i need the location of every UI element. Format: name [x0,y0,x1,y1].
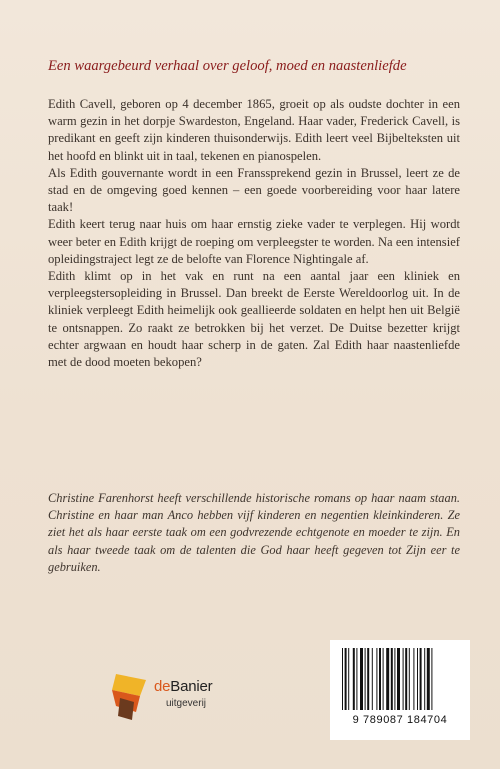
publisher-name [154,678,212,695]
publisher-name-main: Banier [170,678,213,695]
barcode [330,640,470,740]
blurb-paragraph: Edith keert terug naar huis om haar ernstig zieke vader te verplegen. Hij wordt weer beter en Edith krijgt de roeping om verpleegster te worden. Na een intensief opleidingstraject legt ze de belofte van Florence Nightingale af. [48,217,460,266]
publisher-subtitle: uitgeverij [166,698,207,709]
banner-flag-icon [110,668,160,728]
tagline: Een waargebeurd verhaal over geloof, moed en naastenliefde [48,58,407,74]
publisher-logo [110,668,230,728]
barcode-bars [340,648,460,712]
blurb [48,96,460,371]
author-bio [48,490,460,576]
publisher-name-prefix: de [154,678,171,695]
isbn-number: 9 789087 184704 [352,714,448,726]
blurb-paragraph: Edith Cavell, geboren op 4 december 1865, groeit op als oudste dochter in een warm gezin in het dorpje Swardeston, Engeland. Haar vader, Frederick Cavell, is predikant en geeft zijn kinderen thuisonderwijs. Edith leert veel Bijbelteksten uit het hoofd en blinkt uit in taal, tekenen en pianospelen. [48,97,460,163]
blurb-paragraph: Edith klimt op in het vak en runt na een aantal jaar een kliniek en verpleegstersopleiding in Brussel. Dan breekt de Eerste Wereldoorlog uit. In de kliniek verpleegt Edith heimelijk ook geallieerde soldaten en helpt hen uit België te ontsnappen. Zo raakt ze betrokken bij het verzet. De Duitse bezetter krijgt echter argwaan en houdt haar scherp in de gaten. Zal Edith haar naastenliefde met de dood moeten bekopen? [48,269,460,370]
author-bio-text: Christine Farenhorst heeft verschillende historische romans op haar naam staan. Christine en haar man Anco hebben vijf kinderen en negentien kleinkinderen. Ze ziet het als haar eerste taak om een godvrezende echtgenote en moeder te zijn. En als haar tweede taak om de talenten die God haar heeft gegeven tot Zijn eer te gebruiken. [48,491,460,574]
blurb-paragraph: Als Edith gouvernante wordt in een Franssprekend gezin in Brussel, leert ze de stad en de omgeving goed kennen – een goede voorbereiding voor haar latere taak! [48,165,460,215]
